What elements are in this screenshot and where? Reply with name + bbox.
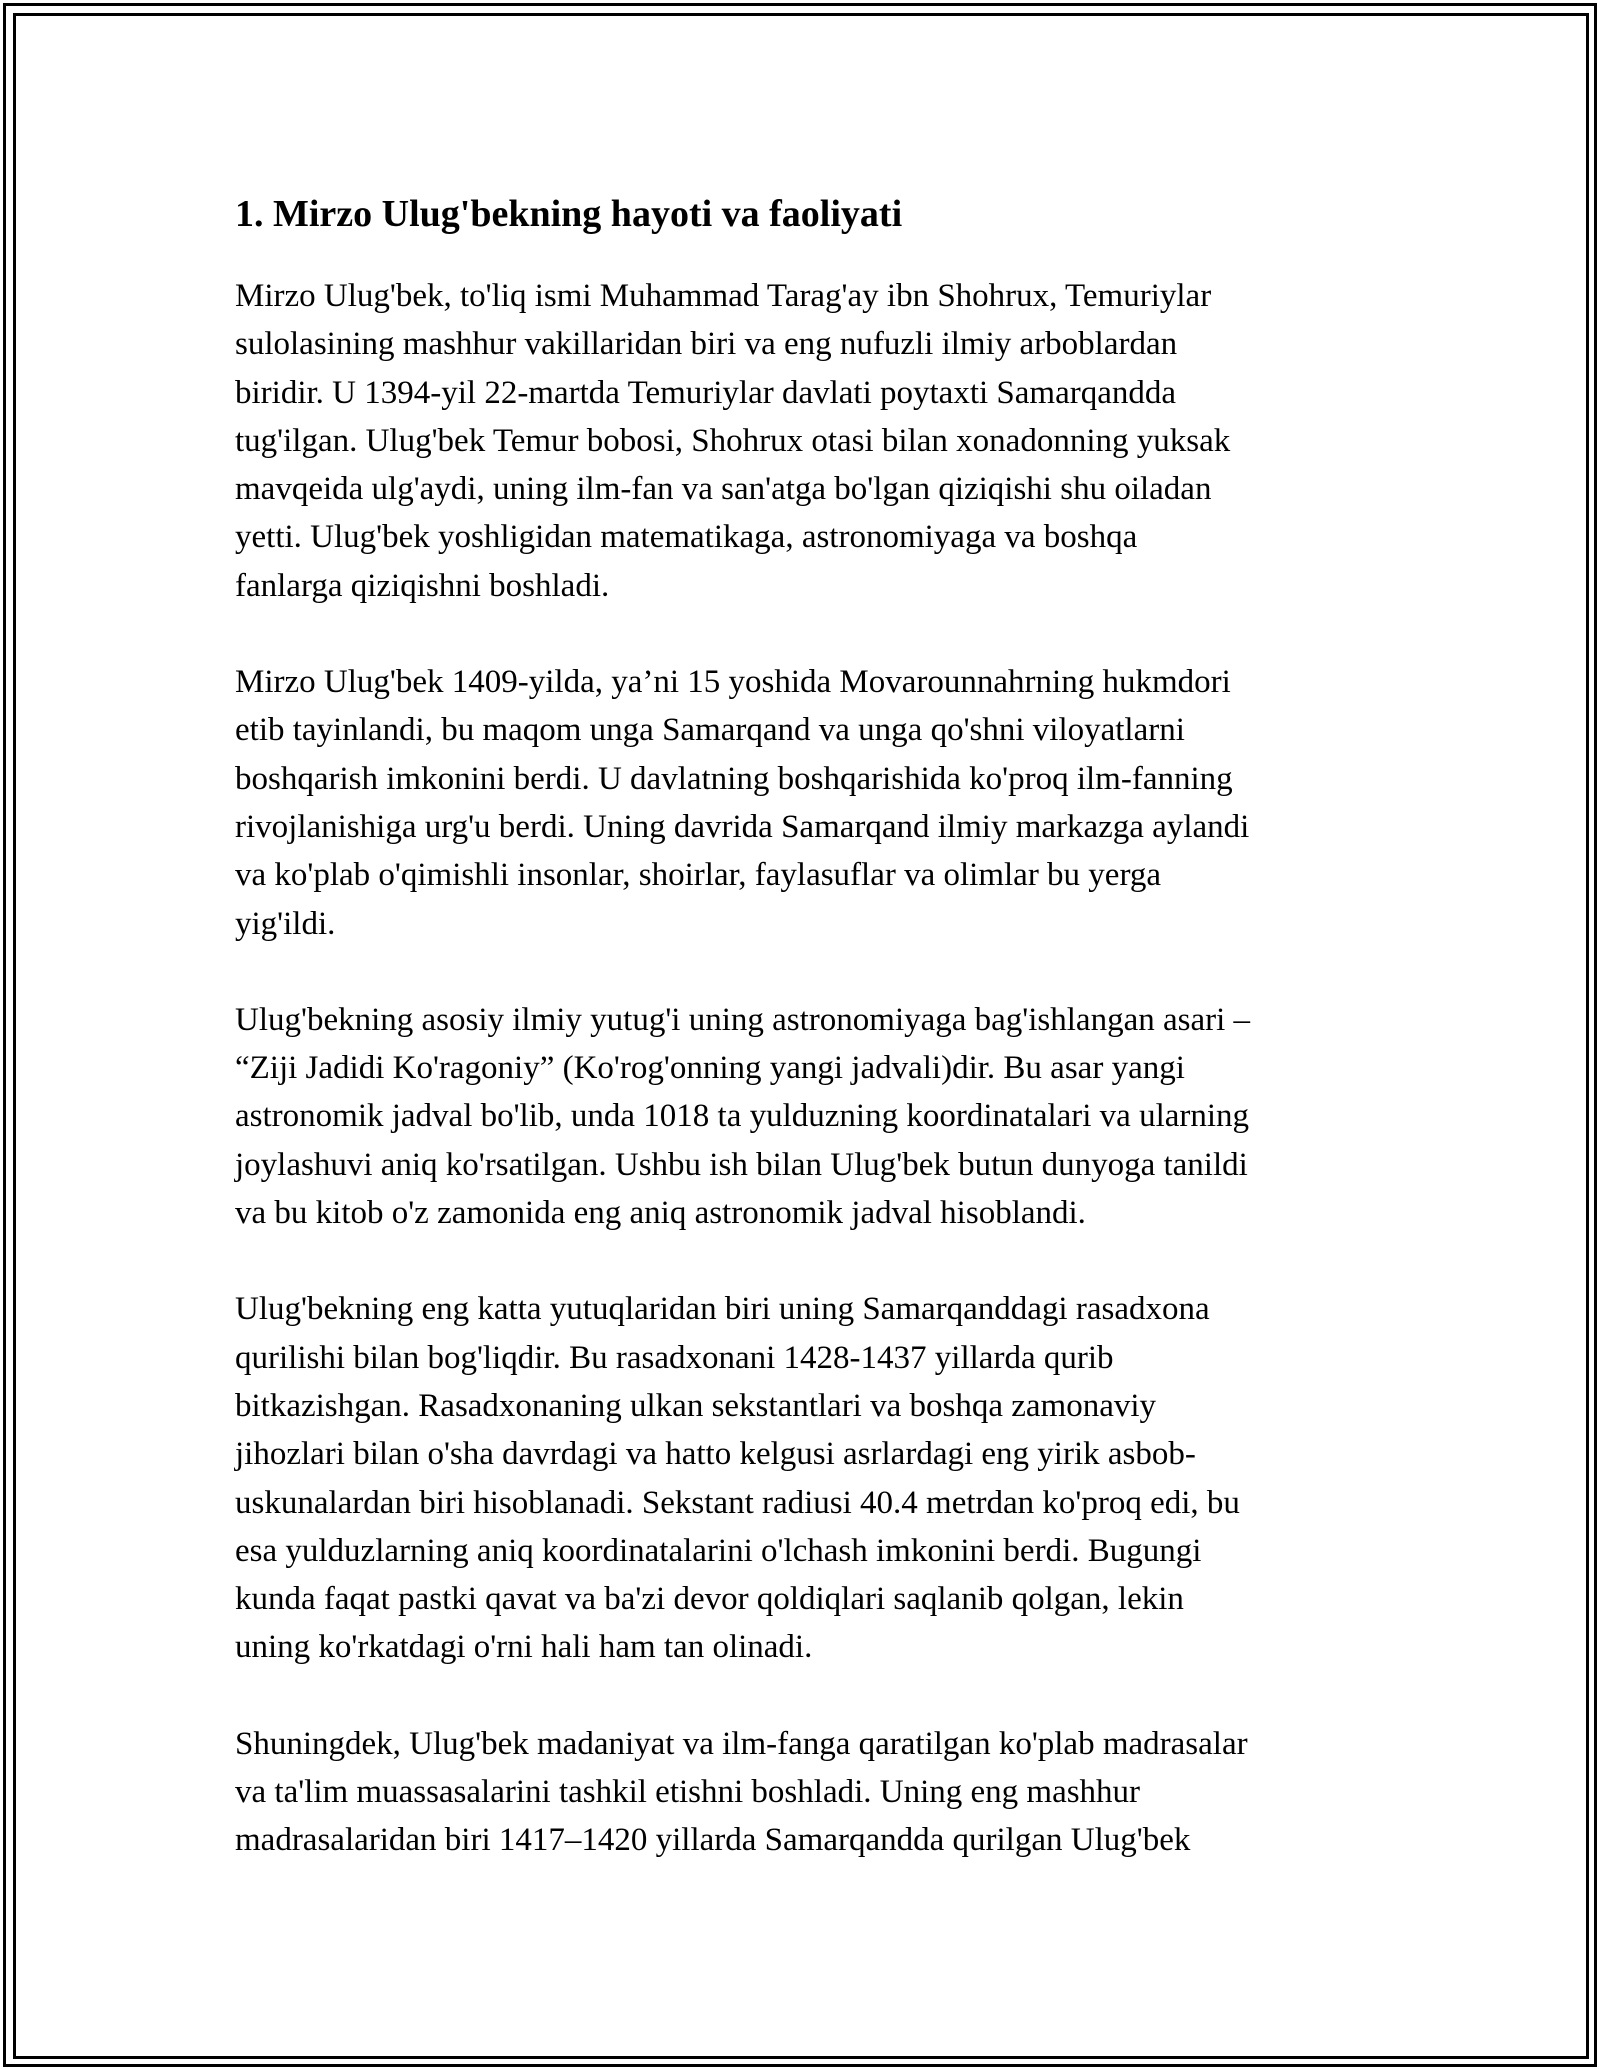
document-body bbox=[235, 188, 1375, 1913]
paragraph-ruler: Mirzo Ulug'bek 1409-yilda, ya’ni 15 yoshida Movarounnahrning hukmdori etib tayinlandi, bu maqom unga Samarqand va unga qo'shni viloyatlarni boshqarish imkonini berdi. U davlatning boshqarishida ko'proq ilm-fanning rivojlanishiga urg'u berdi. Uning davrida Samarqand ilmiy markazga aylandi va ko'plab o'qimishli insonlar, shoirlar, faylasuflar va olimlar bu yerga yig'ildi. bbox=[235, 664, 1250, 942]
paragraph-early-life: Mirzo Ulug'bek, to'liq ismi Muhammad Tarag'ay ibn Shohrux, Temuriylar sulolasining mashhur vakillaridan biri va eng nufuzli ilmiy arboblardan biridir. U 1394-yil 22-martda Temuriylar davlati poytaxti Samarqandda tug'ilgan. Ulug'bek Temur bobosi, Shohrux otasi bilan xonadonning yuksak mavqeida ulg'aydi, uning ilm-fan va san'atga bo'lgan qiziqishi shu oiladan yetti. Ulug'bek yoshligidan matematikaga, astronomiyaga va boshqa fanlarga qiziqishni boshladi. bbox=[235, 278, 1231, 604]
paragraph-madrasas: Shuningdek, Ulug'bek madaniyat va ilm-fanga qaratilgan ko'plab madrasalar va ta'lim muassasalarini tashkil etishni boshladi. Uning eng mashhur madrasalaridan biri 1417–1420 yillarda Samarqandda qurilgan Ulug'bek bbox=[235, 1725, 1248, 1859]
paragraph-zij: Ulug'bekning asosiy ilmiy yutug'i uning astronomiyaga bag'ishlangan asari – “Ziji Jadidi Ko'ragoniy” (Ko'rog'onning yangi jadvali)dir. Bu asar yangi astronomik jadval bo'lib, unda 1018 ta yulduzning koordinatalari va ularning joylashuvi aniq ko'rsatilgan. Ushbu ish bilan Ulug'bek butun dunyoga tanildi va bu kitob o'z zamonida eng aniq astronomik jadval hisoblandi. bbox=[235, 1001, 1251, 1232]
section-heading: 1. Mirzo Ulug'bekning hayoti va faoliyati bbox=[235, 193, 903, 235]
paragraph-observatory: Ulug'bekning eng katta yutuqlaridan biri uning Samarqanddagi rasadxona qurilishi bilan bog'liqdir. Bu rasadxonani 1428-1437 yillarda qurib bitkazishgan. Rasadxonaning ulkan sekstantlari va boshqa zamonaviy jihozlari bilan o'sha davrdagi va hatto kelgusi asrlardagi eng yirik asbob- uskunalardan biri hisoblanadi. Sekstant radiusi 40.4 metrdan ko'proq edi, bu esa yulduzlarning aniq koordinatalarini o'lchash imkonini berdi. Bugungi kunda faqat pastki qavat va ba'zi devor qoldiqlari saqlanib qolgan, lekin uning ko'rkatdagi o'rni hali ham tan olinadi. bbox=[235, 1291, 1240, 1666]
